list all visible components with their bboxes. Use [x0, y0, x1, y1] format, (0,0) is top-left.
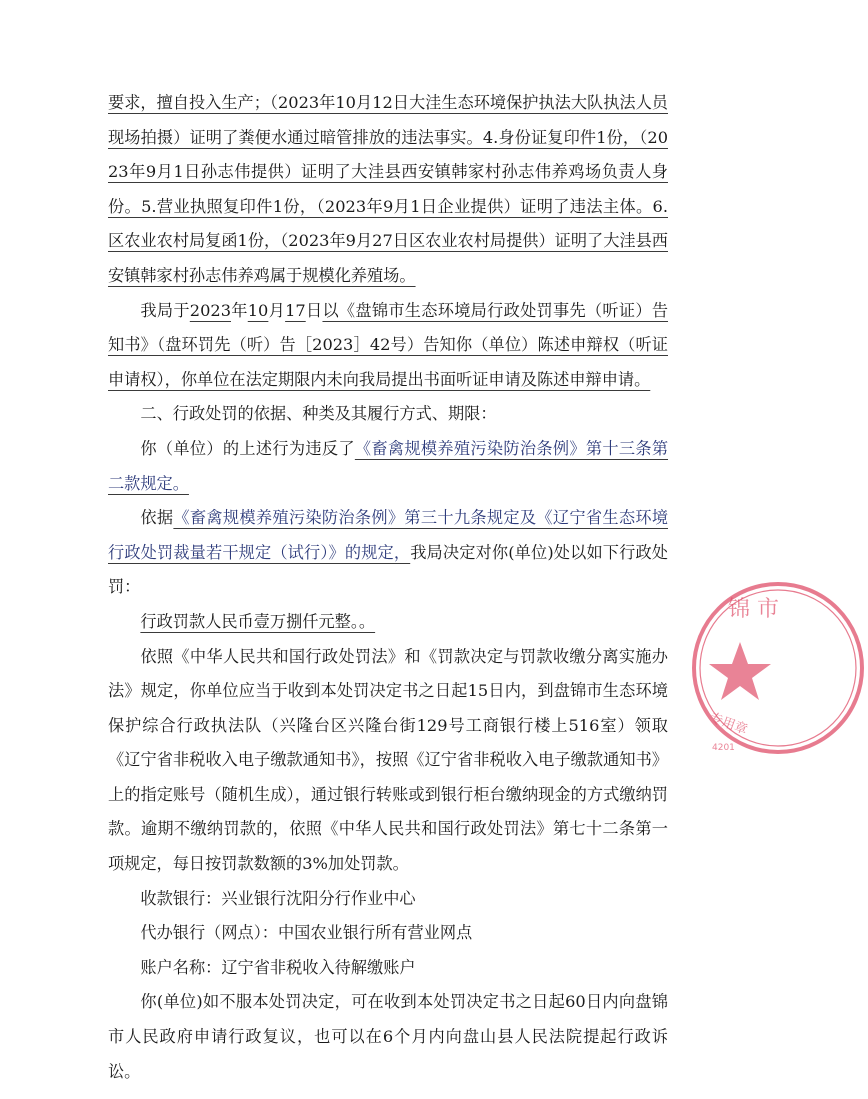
- document-body: [108, 86, 668, 1089]
- appeal-paragraph: 你(单位)如不服本处罚决定，可在收到本处罚决定书之日起60日内向盘锦市人民政府申请行政复议，也可以在6个月内向盘山县人民法院提起行政诉讼。: [108, 992, 668, 1081]
- seal-text-number: 4201: [712, 743, 735, 753]
- section-heading-2: 二、行政处罚的依据、种类及其履行方式、期限：: [140, 404, 497, 424]
- seal-text-side: 专用章: [707, 710, 750, 738]
- payment-paragraph: 依照《中华人民共和国行政处罚法》和《罚款决定与罚款收缴分离实施办法》规定，你单位应当于收到本处罚决定书之日起15日内，到盘锦市生态环境保护综合行政执法队（兴隆台区兴隆台街129号工商银行楼上516室）领取《辽宁省非税收入电子缴款通知书》，按照《辽宁省非税收入电子缴款通知书》上的指定账号（随机生成），通过银行转账或到银行柜台缴纳现金的方式缴纳罚款。逾期不缴纳罚款的，依照《中华人民共和国行政处罚法》第七十二条第一项规定，每日按罚款数额的3%加处罚款。: [108, 646, 668, 874]
- notice-date-day: 17: [285, 300, 306, 320]
- evidence-paragraph: [108, 86, 668, 294]
- violation-paragraph: [108, 432, 668, 501]
- official-seal-stamp: [688, 578, 868, 758]
- notice-date-month: 10: [247, 300, 269, 320]
- penalty-paragraph: [108, 605, 668, 640]
- agent-bank: 代办银行（网点）：中国农业银行所有营业网点: [140, 923, 473, 943]
- basis-text-a: 依据: [140, 508, 174, 528]
- penalty-amount: 行政罚款人民币壹万捌仟元整。。: [140, 611, 376, 631]
- violation-law-ref: 《畜禽规模养殖污染防治条例》第十三条第二款规定。: [108, 438, 669, 493]
- notice-text-e: 以《盘锦市生态环境局行政处罚事先（听证）告知书》（盘环罚先（听）告［2023］42号）告知你（单位）陈述申辩权（听证申请权），你单位在法定期限内未向我局提出书面听证申请及陈述申辩申请。: [108, 300, 669, 389]
- account-name: 账户名称：辽宁省非税收入待解缴账户: [140, 957, 416, 977]
- receiving-bank: 收款银行：兴业银行沈阳分行作业中心: [140, 888, 416, 908]
- basis-text-b: 我局决定对你(单位)处以如下行政处罚：: [108, 542, 668, 597]
- basis-paragraph: [108, 501, 668, 605]
- evidence-text: 要求，擅自投入生产；（2023年10月12日大洼生态环境保护执法大队执法人员现场拍摄）证明了粪便水通过暗管排放的违法事实。4.身份证复印件1份，（2023年9月1日孙志伟提供）证明了大洼县西安镇韩家村孙志伟养鸡场负责人身份。5.营业执照复印件1份，（2023年9月1日企业提供）证明了违法主体。6.区农业农村局复函1份，（2023年9月27日区农业农村局提供）证明了大洼县西安镇韩家村孙志伟养鸡属于规模化养殖场。: [108, 93, 668, 285]
- seal-text-top: 锦 市: [728, 597, 779, 622]
- notice-date-year: 2023: [189, 300, 231, 320]
- notice-text-b: 年: [231, 300, 248, 320]
- notice-text-c: 月: [268, 300, 286, 320]
- seal-star-icon: [709, 642, 771, 700]
- notice-text-d: 日: [305, 300, 323, 320]
- violation-text: 你（单位）的上述行为违反了: [140, 438, 355, 458]
- notice-paragraph: [108, 294, 668, 398]
- basis-law-ref: 《畜禽规模养殖污染防治条例》第三十九条规定及《辽宁省生态环境行政处罚裁量若干规定（试行）》的规定，: [108, 508, 669, 562]
- notice-text-a: 我局于: [140, 300, 190, 320]
